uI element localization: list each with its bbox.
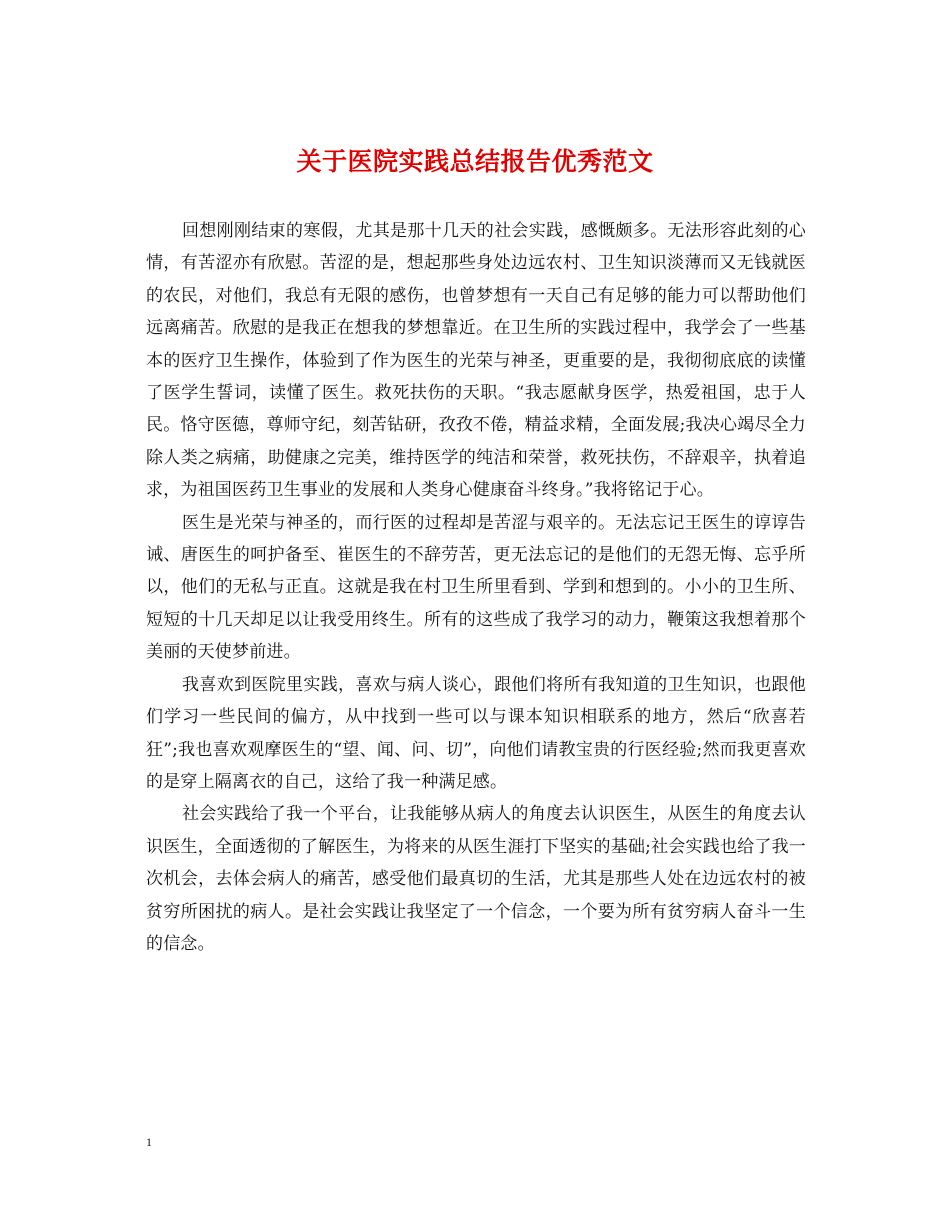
document-title: 关于医院实践总结报告优秀范文 <box>296 147 654 176</box>
paragraph-1: 回想刚刚结束的寒假，尤其是那十几天的社会实践，感慨颇多。无法形容此刻的心情，有苦涩亦有欣慰。苦涩的是，想起那些身处边远农村、卫生知识淡薄而又无钱就医的农民，对他们，我总有无限的感伤，也曾梦想有一天自己有足够的能力可以帮助他们远离痛苦。欣慰的是我正在想我的梦想靠近。在卫生所的实践过程中，我学会了一些基本的医疗卫生操作，体验到了作为医生的光荣与神圣，更重要的是，我彻彻底底的读懂了医学生誓词，读懂了医生。救死扶伤的天职。“我志愿献身医学，热爱祖国，忠于人民。恪守医德，尊师守纪，刻苦钻研，孜孜不倦，精益求精，全面发展;我决心竭尽全力除人类之病痛，助健康之完美，维持医学的纯洁和荣誉，救死扶伤，不辞艰辛，执着追求，为祖国医药卫生事业的发展和人类身心健康奋斗终身。”我将铭记于心。 <box>146 221 806 501</box>
document-body <box>146 215 806 960</box>
paragraph-4: 社会实践给了我一个平台，让我能够从病人的角度去认识医生，从医生的角度去认识医生，全面透彻的了解医生，为将来的从医生涯打下坚实的基础;社会实践也给了我一次机会，去体会病人的痛苦，感受他们最真切的生活，尤其是那些人处在边远农村的被贫穷所困扰的病人。是社会实践让我坚定了一个信念，一个要为所有贫穷病人奋斗一生的信念。 <box>146 804 806 954</box>
paragraph-2: 医生是光荣与神圣的，而行医的过程却是苦涩与艰辛的。无法忘记王医生的谆谆告诫、唐医生的呵护备至、崔医生的不辞劳苦，更无法忘记的是他们的无怨无悔、忘乎所以，他们的无私与正直。这就是我在村卫生所里看到、学到和想到的。小小的卫生所、短短的十几天却足以让我受用终生。所有的这些成了我学习的动力，鞭策这我想着那个美丽的天使梦前进。 <box>146 512 806 663</box>
page-number: 1 <box>146 1135 152 1149</box>
paragraph-3: 我喜欢到医院里实践，喜欢与病人谈心，跟他们将所有我知道的卫生知识，也跟他们学习一些民间的偏方，从中找到一些可以与课本知识相联系的地方，然后“欣喜若狂”;我也喜欢观摩医生的“望、闻、问、切”，向他们请教宝贵的行医经验;然而我更喜欢的是穿上隔离衣的自己，这给了我一种满足感。 <box>146 674 806 792</box>
